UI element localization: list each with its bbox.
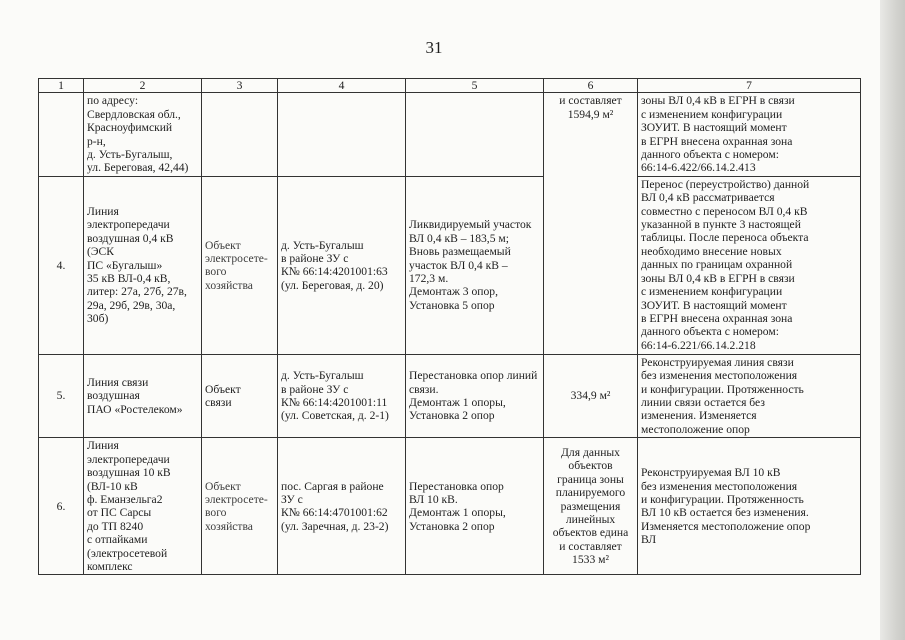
- table-row: [39, 176, 861, 354]
- column-header: 4: [278, 79, 406, 93]
- column-header: 1: [39, 79, 84, 93]
- area-cell: 334,9 м²: [544, 354, 638, 437]
- column-header: 3: [202, 79, 278, 93]
- object-name-cell: Линия электропередачи воздушная 10 кВ (ВЛ-10 кВ ф. Еманзельга2 от ПС Сарсы до ТП 8240 с отпайками (электросетевой комплекс: [84, 438, 202, 575]
- column-header: 7: [638, 79, 861, 93]
- location-cell: пос. Саргая в районе ЗУ с К№ 66:14:4701001:62 (ул. Заречная, д. 23-2): [278, 438, 406, 575]
- location-cell: д. Усть-Бугалыш в районе ЗУ с К№ 66:14:4201001:63 (ул. Береговая, д. 20): [278, 176, 406, 354]
- table-row: [39, 93, 861, 176]
- table-row: [39, 438, 861, 575]
- works-cell: [406, 93, 544, 176]
- notes-cell: зоны ВЛ 0,4 кВ в ЕГРН в связи с изменением конфигурации ЗОУИТ. В настоящий момент в ЕГРН внесена охранная зона данного объекта с номером: 66:14-6.422/66.14.2.413: [638, 93, 861, 176]
- row-number-cell: 6.: [39, 438, 84, 575]
- area-cell: и составляет 1594,9 м²: [544, 93, 638, 354]
- object-type-cell: Объект связи: [202, 354, 278, 437]
- object-name-cell: Линия связи воздушная ПАО «Ростелеком»: [84, 354, 202, 437]
- object-name-cell: Линия электропередачи воздушная 0,4 кВ (ЭСК ПС «Бугалыш» 35 кВ ВЛ-0,4 кВ, литер: 27а, 27б, 27в, 29а, 29б, 29в, 30а, 30б): [84, 176, 202, 354]
- page-number: 31: [425, 38, 443, 57]
- row-number-cell: 4.: [39, 176, 84, 354]
- location-cell: [278, 93, 406, 176]
- location-cell: д. Усть-Бугалыш в районе ЗУ с К№ 66:14:4201001:11 (ул. Советская, д. 2-1): [278, 354, 406, 437]
- notes-cell: Перенос (переустройство) данной ВЛ 0,4 кВ рассматривается совместно с переносом ВЛ 0,4 кВ указанной в пункте 3 настоящей таблицы. После переноса объекта необходимо внесение новых данных по границам охранной зоны ВЛ 0,4 кВ в ЕГРН в связи с изменением конфигурации ЗОУИТ. В настоящий момент в ЕГРН внесена охранная зона данного объекта с номером: 66:14-6.221/66.14.2.218: [638, 176, 861, 354]
- works-cell: Перестановка опор линий связи. Демонтаж 1 опоры, Установка 2 опор: [406, 354, 544, 437]
- works-cell: Перестановка опор ВЛ 10 кВ. Демонтаж 1 опоры, Установка 2 опор: [406, 438, 544, 575]
- scan-edge: [880, 0, 905, 640]
- works-cell: Ликвидируемый участок ВЛ 0,4 кВ – 183,5 м; Вновь размещаемый участок ВЛ 0,4 кВ – 172,3 м. Демонтаж 3 опор, Установка 5 опор: [406, 176, 544, 354]
- object-type-cell: Объект электросете- вого хозяйства: [202, 438, 278, 575]
- area-cell: Для данных объектов граница зоны планируемого размещения линейных объектов едина и составляет 1533 м²: [544, 438, 638, 575]
- row-number-cell: [39, 93, 84, 176]
- table-row: [39, 354, 861, 437]
- object-type-cell: [202, 93, 278, 176]
- column-header: 6: [544, 79, 638, 93]
- notes-cell: Реконструируемая ВЛ 10 кВ без изменения местоположения и конфигурации. Протяженность ВЛ 10 кВ остается без изменения. Изменяется местоположение опор ВЛ: [638, 438, 861, 575]
- object-type-cell: Объект электросете- вого хозяйства: [202, 176, 278, 354]
- notes-cell: Реконструируемая линия связи без изменения местоположения и конфигурации. Протяженность линии связи остается без изменения. Изменяется местоположение опор: [638, 354, 861, 437]
- column-header: 2: [84, 79, 202, 93]
- row-number-cell: 5.: [39, 354, 84, 437]
- objects-table: [38, 78, 861, 575]
- column-header: 5: [406, 79, 544, 93]
- object-name-cell: по адресу: Свердловская обл., Красноуфимский р-н, д. Усть-Бугалыш, ул. Береговая, 42,44): [84, 93, 202, 176]
- header-row: [39, 79, 861, 93]
